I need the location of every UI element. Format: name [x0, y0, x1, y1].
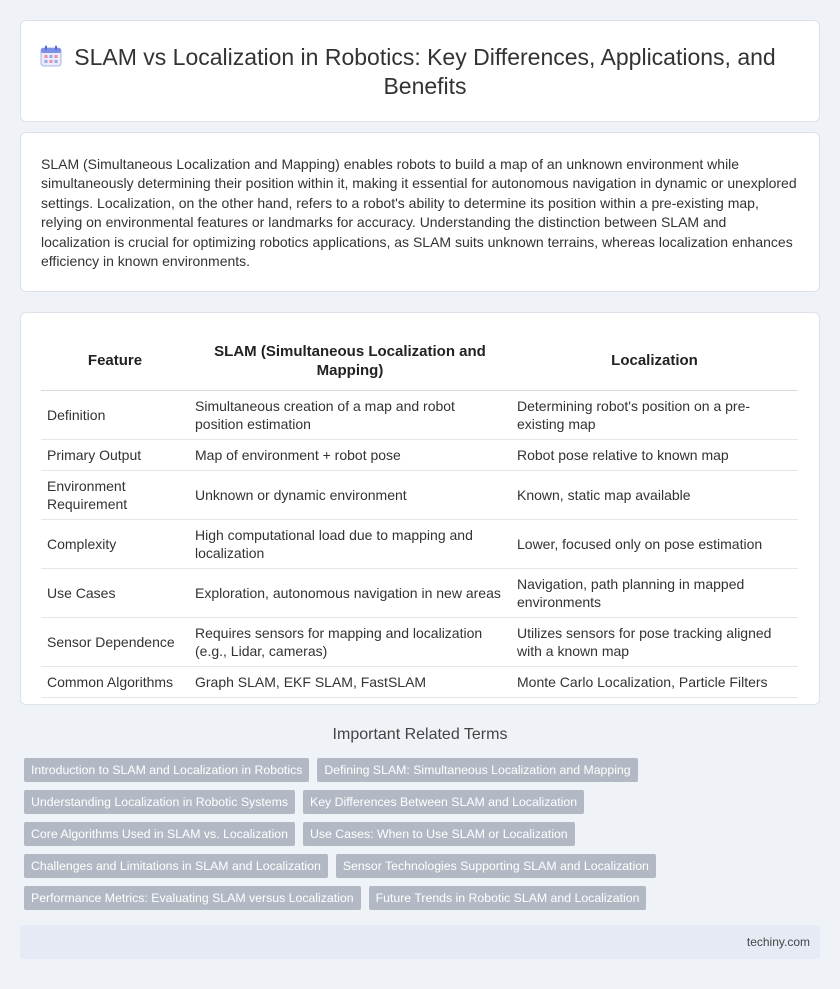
calendar-grid-icon [39, 44, 63, 68]
row-localization: Monte Carlo Localization, Particle Filters [511, 666, 798, 697]
table-row [41, 470, 798, 519]
row-slam: Simultaneous creation of a map and robot position estimation [189, 390, 511, 439]
header-feature: Feature [41, 332, 189, 390]
table-row [41, 568, 798, 617]
row-localization: Lower, focused only on pose estimation [511, 519, 798, 568]
related-terms-title: Important Related Terms [332, 726, 508, 743]
related-term-tag[interactable]: Defining SLAM: Simultaneous Localization and Mapping [317, 758, 637, 782]
row-feature: Complexity [41, 519, 189, 568]
related-term-tag[interactable]: Understanding Localization in Robotic Systems [24, 790, 295, 814]
table-row [41, 666, 798, 697]
comparison-table [41, 332, 798, 698]
row-feature: Sensor Dependence [41, 617, 189, 666]
intro-card [20, 132, 820, 292]
row-slam: Graph SLAM, EKF SLAM, FastSLAM [189, 666, 511, 697]
footer-site-link[interactable]: techiny.com [746, 935, 810, 949]
related-term-tag[interactable]: Sensor Technologies Supporting SLAM and Localization [336, 854, 656, 878]
related-term-tag[interactable]: Introduction to SLAM and Localization in Robotics [24, 758, 309, 782]
row-feature: Definition [41, 390, 189, 439]
table-row [41, 390, 798, 439]
row-slam: Unknown or dynamic environment [189, 470, 511, 519]
related-term-tag[interactable]: Key Differences Between SLAM and Localization [303, 790, 584, 814]
row-slam: Exploration, autonomous navigation in new areas [189, 568, 511, 617]
row-slam: High computational load due to mapping and localization [189, 519, 511, 568]
comparison-table-card [20, 312, 820, 705]
footer [20, 925, 820, 959]
page-title: SLAM vs Localization in Robotics: Key Differences, Applications, and Benefits [74, 44, 776, 99]
related-terms-list [24, 758, 824, 918]
related-term-tag[interactable]: Future Trends in Robotic SLAM and Localization [369, 886, 647, 910]
row-slam: Map of environment + robot pose [189, 439, 511, 470]
row-localization: Utilizes sensors for pose tracking aligned with a known map [511, 617, 798, 666]
table-row [41, 519, 798, 568]
row-slam: Requires sensors for mapping and localization (e.g., Lidar, cameras) [189, 617, 511, 666]
row-feature: Common Algorithms [41, 666, 189, 697]
header-slam: SLAM (Simultaneous Localization and Mapping) [189, 332, 511, 390]
row-localization: Determining robot's position on a pre-existing map [511, 390, 798, 439]
related-term-tag[interactable]: Use Cases: When to Use SLAM or Localization [303, 822, 575, 846]
row-feature: Environment Requirement [41, 470, 189, 519]
related-term-tag[interactable]: Performance Metrics: Evaluating SLAM versus Localization [24, 886, 361, 910]
table-row [41, 439, 798, 470]
row-feature: Use Cases [41, 568, 189, 617]
related-term-tag[interactable]: Core Algorithms Used in SLAM vs. Localization [24, 822, 295, 846]
row-localization: Known, static map available [511, 470, 798, 519]
row-feature: Primary Output [41, 439, 189, 470]
row-localization: Navigation, path planning in mapped environments [511, 568, 798, 617]
intro-paragraph: SLAM (Simultaneous Localization and Mapping) enables robots to build a map of an unknown environment while simultaneously determining their position within it, making it essential for autonomous navigation in dynamic or unexplored settings. Localization, on the other hand, refers to a robot's ability to determine its position within a pre-existing map, relying on environmental features or landmarks for accuracy. Understanding the distinction between SLAM and localization is crucial for optimizing robotics applications, as SLAM suits unknown terrains, whereas localization enhances efficiency in known environments. [41, 156, 797, 270]
related-term-tag[interactable]: Challenges and Limitations in SLAM and Localization [24, 854, 328, 878]
header-card [20, 20, 820, 122]
table-row [41, 617, 798, 666]
header-localization: Localization [511, 332, 798, 390]
row-localization: Robot pose relative to known map [511, 439, 798, 470]
